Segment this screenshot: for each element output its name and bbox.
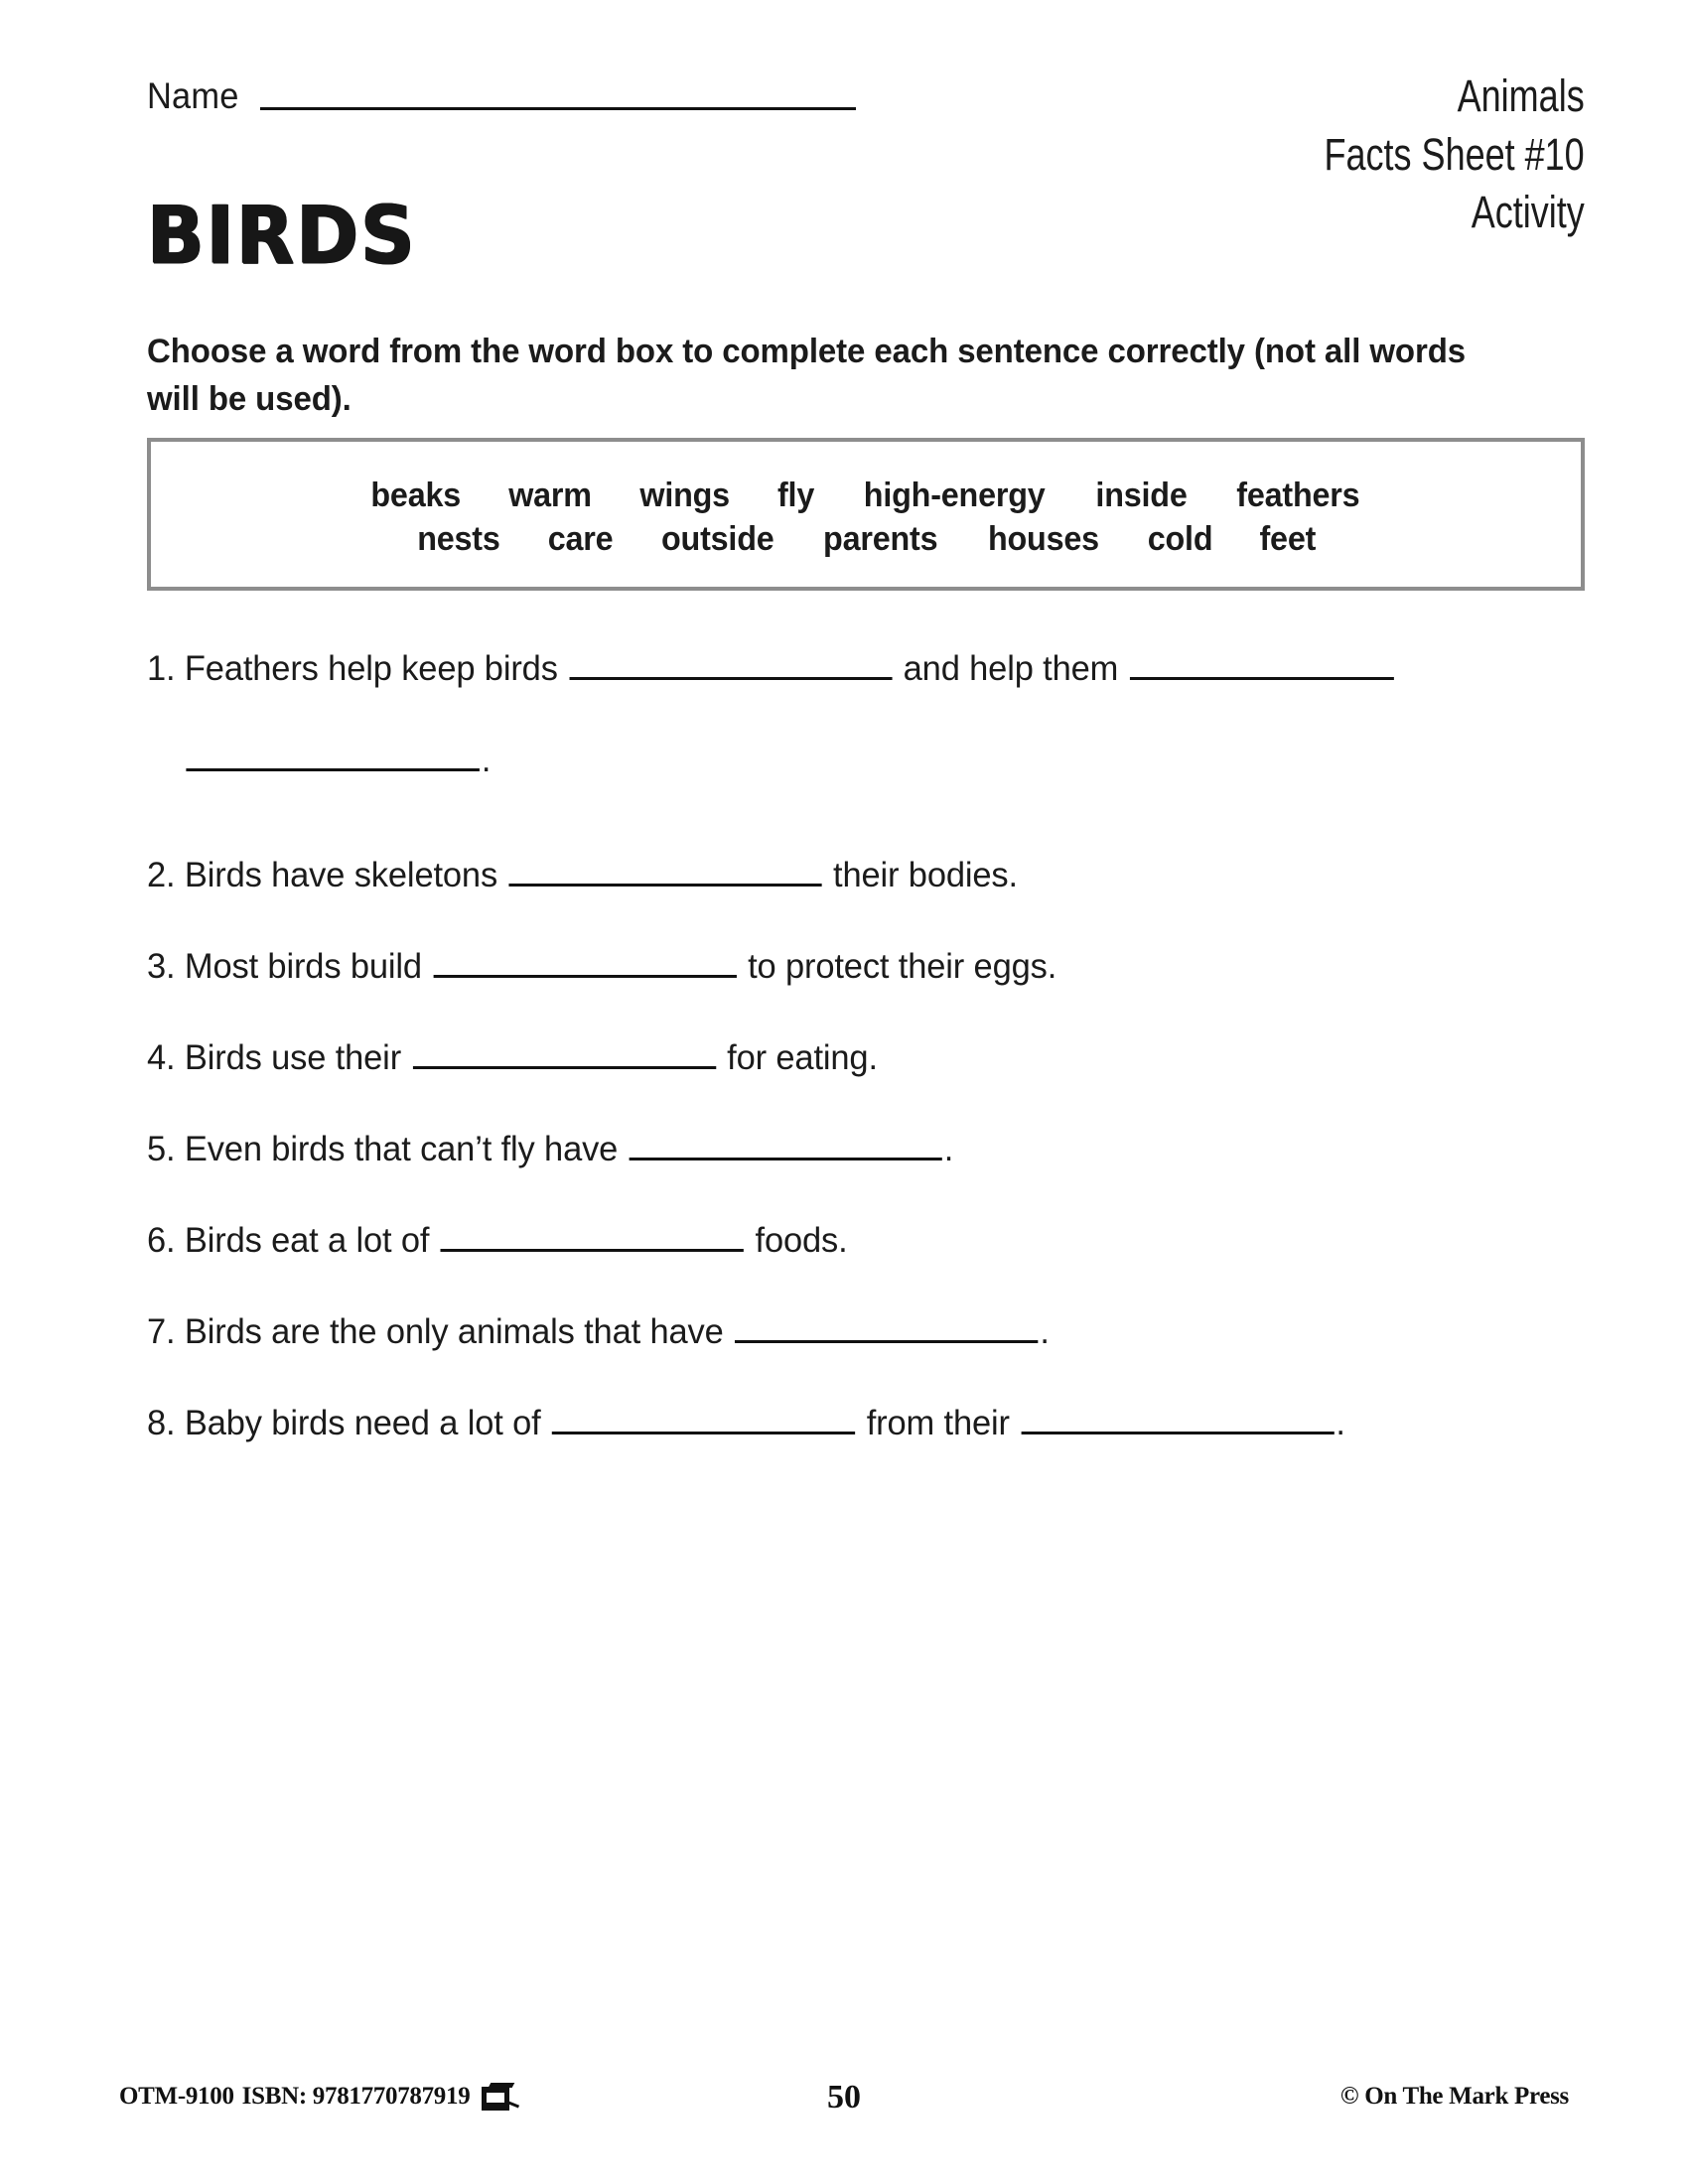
name-field-row bbox=[147, 77, 856, 114]
question-line bbox=[147, 1215, 1571, 1263]
word-box-word: feathers bbox=[1236, 476, 1360, 514]
isbn-text: ISBN: 9781770787919 bbox=[241, 2083, 471, 2110]
answer-blank[interactable] bbox=[441, 1215, 744, 1252]
page-header bbox=[147, 70, 1585, 282]
word-box-word: houses bbox=[987, 519, 1099, 558]
series-title: Animals bbox=[1457, 70, 1585, 121]
question-text: Feathers help keep birds bbox=[175, 648, 568, 688]
answer-blank[interactable] bbox=[186, 735, 480, 771]
word-box-word: cold bbox=[1147, 519, 1212, 558]
question-text: Even birds that can’t fly have bbox=[175, 1129, 628, 1168]
word-box-word: care bbox=[547, 519, 614, 558]
word-box-word: inside bbox=[1095, 476, 1188, 514]
question-number: 2. bbox=[147, 855, 176, 894]
answer-blank[interactable] bbox=[412, 1032, 715, 1069]
question-number: 3. bbox=[147, 946, 176, 986]
question-line bbox=[147, 1032, 1571, 1080]
word-box bbox=[147, 438, 1585, 591]
word-box-word: outside bbox=[660, 519, 774, 558]
instructions-text: Choose a word from the word box to complete each sentence correctly (not all words will be used). bbox=[147, 333, 1467, 419]
question-item bbox=[147, 850, 1593, 897]
question-number: 6. bbox=[147, 1220, 176, 1260]
question-item bbox=[147, 1215, 1593, 1263]
question-text: for eating. bbox=[717, 1037, 888, 1077]
product-code: OTM-9100 bbox=[119, 2083, 234, 2110]
question-item bbox=[147, 1306, 1593, 1354]
word-box-word: parents bbox=[823, 519, 938, 558]
question-line bbox=[147, 1306, 1571, 1354]
question-text: Baby birds need a lot of bbox=[175, 1403, 551, 1442]
sheet-type: Activity bbox=[1471, 187, 1585, 237]
answer-blank[interactable] bbox=[569, 643, 892, 680]
question-text: . bbox=[1040, 1311, 1050, 1351]
sheet-identification bbox=[1259, 68, 1585, 242]
question-text: and help them bbox=[894, 648, 1128, 688]
question-item bbox=[147, 941, 1593, 989]
question-text: Birds use their bbox=[175, 1037, 411, 1077]
question-number: 7. bbox=[147, 1311, 176, 1351]
copyright-notice: © On The Mark Press bbox=[1339, 2083, 1569, 2110]
question-number: 1. bbox=[147, 648, 176, 688]
word-box-word: beaks bbox=[370, 476, 462, 514]
sheet-number: Facts Sheet #10 bbox=[1324, 128, 1585, 180]
question-text: . bbox=[481, 741, 492, 779]
answer-blank[interactable] bbox=[1130, 643, 1394, 680]
question-text: Birds are the only animals that have bbox=[175, 1311, 734, 1351]
page-footer bbox=[119, 2079, 1569, 2122]
word-box-word: high-energy bbox=[863, 476, 1046, 514]
page-title: BIRDS bbox=[147, 188, 417, 282]
question-line bbox=[147, 941, 1571, 989]
question-number: 4. bbox=[147, 1037, 176, 1077]
word-box-word: wings bbox=[639, 476, 731, 514]
word-box-word: fly bbox=[776, 476, 814, 514]
question-number: 8. bbox=[147, 1403, 176, 1442]
question-line bbox=[147, 1124, 1571, 1171]
question-line-continued bbox=[147, 735, 1571, 782]
name-write-in-line[interactable] bbox=[260, 107, 856, 110]
question-text: foods. bbox=[746, 1220, 857, 1260]
question-text: from their bbox=[857, 1403, 1020, 1442]
page-number: 50 bbox=[827, 2079, 861, 2116]
question-text: Birds have skeletons bbox=[175, 855, 507, 894]
answer-blank[interactable] bbox=[433, 941, 736, 978]
question-text: to protect their eggs. bbox=[738, 946, 1066, 986]
question-item bbox=[147, 1032, 1593, 1080]
word-box-row-1 bbox=[368, 477, 1363, 515]
answer-blank[interactable] bbox=[630, 1124, 942, 1160]
question-text: . bbox=[1336, 1403, 1345, 1442]
word-box-word: nests bbox=[416, 519, 500, 558]
question-item bbox=[147, 1398, 1593, 1445]
word-box-word: warm bbox=[508, 476, 593, 514]
question-item bbox=[147, 1124, 1593, 1171]
name-label: Name bbox=[147, 75, 239, 116]
question-number: 5. bbox=[147, 1129, 176, 1168]
answer-blank[interactable] bbox=[735, 1306, 1038, 1343]
question-line bbox=[147, 850, 1571, 897]
question-text: their bodies. bbox=[823, 855, 1028, 894]
word-box-word: feet bbox=[1259, 519, 1316, 558]
answer-blank[interactable] bbox=[552, 1398, 855, 1434]
answer-blank[interactable] bbox=[1021, 1398, 1334, 1434]
word-box-row-2 bbox=[415, 520, 1318, 559]
question-line bbox=[147, 643, 1571, 691]
question-line bbox=[147, 1398, 1571, 1445]
question-text: . bbox=[943, 1129, 954, 1168]
question-text: Birds eat a lot of bbox=[175, 1220, 439, 1260]
answer-blank[interactable] bbox=[508, 850, 821, 887]
question-item bbox=[147, 643, 1593, 783]
question-text: Most birds build bbox=[175, 946, 432, 986]
